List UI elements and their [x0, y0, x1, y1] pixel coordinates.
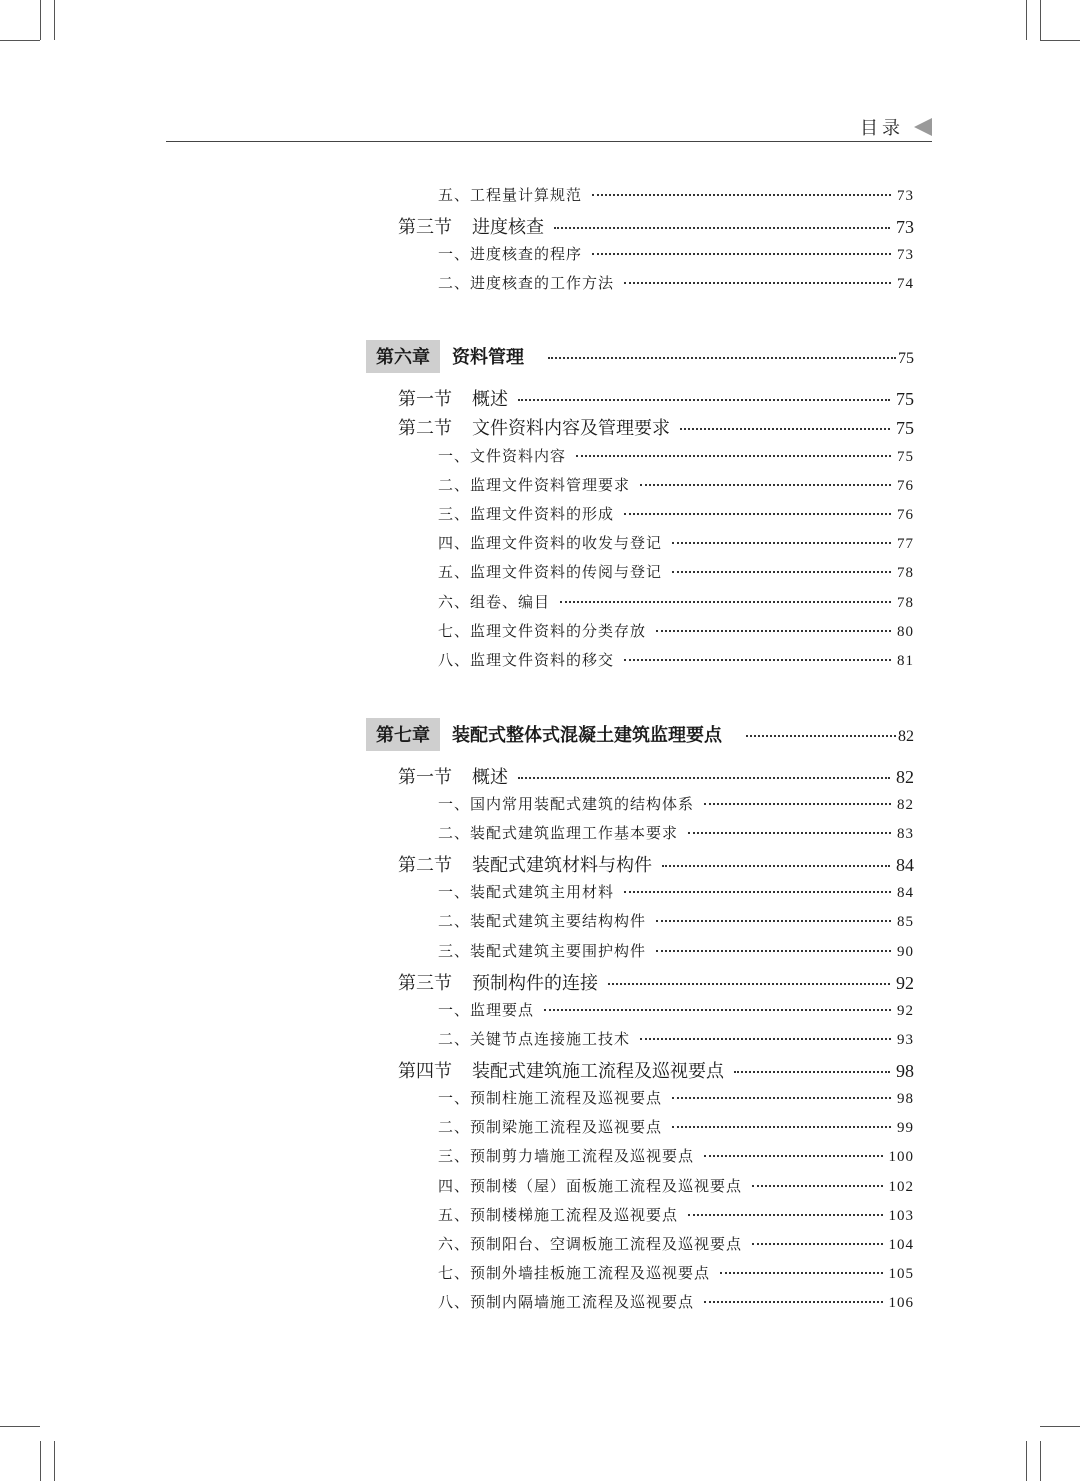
dot-leader	[518, 399, 890, 401]
toc-entry-label: 一、进度核查的程序	[438, 245, 583, 263]
toc-item-entry	[438, 445, 914, 466]
toc-item-entry	[438, 591, 914, 612]
toc-item-entry	[438, 999, 914, 1020]
toc-chapter-entry	[366, 340, 914, 373]
toc-item-entry	[438, 243, 914, 264]
toc-page-number: 92	[897, 1003, 914, 1019]
toc-entry-label: 八、监理文件资料的移交	[438, 651, 615, 669]
toc-entry-label: 五、监理文件资料的传阅与登记	[438, 563, 663, 581]
toc-entry-label: 四、预制楼（屋）面板施工流程及巡视要点	[438, 1177, 743, 1195]
toc-page-number: 82	[898, 728, 914, 745]
dot-leader	[640, 1038, 891, 1040]
toc-item-entry	[438, 1087, 914, 1108]
toc-page-number: 81	[897, 653, 914, 669]
toc-page-number: 90	[897, 944, 914, 960]
toc-entry-label: 三、预制剪力墙施工流程及巡视要点	[438, 1147, 695, 1165]
chapter-number: 第六章	[366, 340, 440, 373]
toc-chapter-entry	[366, 718, 914, 751]
dot-leader	[688, 832, 891, 834]
section-number: 第二节	[398, 418, 452, 439]
chapter-title: 资料管理	[452, 347, 524, 368]
toc-item-entry	[438, 1116, 914, 1137]
toc-entry-label: 二、装配式建筑主要结构构件	[438, 912, 647, 930]
dot-leader	[688, 1214, 882, 1216]
toc-page-number: 100	[888, 1149, 914, 1165]
toc-page-number: 84	[897, 885, 914, 901]
dot-leader	[734, 1071, 890, 1073]
dot-leader	[624, 891, 891, 893]
toc-entry-label: 三、装配式建筑主要围护构件	[438, 942, 647, 960]
section-title: 预制构件的连接	[472, 973, 598, 994]
toc-page-number: 84	[896, 855, 914, 875]
toc-entry-label: 六、预制阳台、空调板施工流程及巡视要点	[438, 1235, 743, 1253]
section-number: 第四节	[398, 1061, 452, 1082]
running-header-title: 目录	[860, 118, 904, 139]
toc-item-entry	[438, 1204, 914, 1225]
toc-page-number: 93	[897, 1032, 914, 1048]
toc-page-number: 103	[888, 1208, 914, 1224]
toc-page-number: 76	[897, 478, 914, 494]
dot-leader	[656, 630, 891, 632]
toc-page-number: 98	[897, 1091, 914, 1107]
dot-leader	[746, 735, 896, 737]
dot-leader	[662, 865, 890, 867]
dot-leader	[720, 1272, 882, 1274]
toc-entry-label: 五、工程量计算规范	[438, 186, 583, 204]
toc-page-number: 105	[888, 1266, 914, 1282]
toc-entry-label: 二、进度核查的工作方法	[438, 274, 615, 292]
toc-section-entry	[398, 385, 914, 411]
section-number: 第一节	[398, 767, 452, 788]
dot-leader	[656, 950, 891, 952]
toc-item-entry	[438, 940, 914, 961]
dot-leader	[656, 920, 891, 922]
toc-item-entry	[438, 1233, 914, 1254]
toc-section-entry	[398, 414, 914, 440]
toc-entry-label	[398, 969, 598, 995]
toc-page-number: 74	[897, 276, 914, 292]
toc-entry-label	[398, 385, 508, 411]
toc-entry-label: 二、预制梁施工流程及巡视要点	[438, 1118, 663, 1136]
toc-entry-label: 七、监理文件资料的分类存放	[438, 622, 647, 640]
toc-entry-label: 八、预制内隔墙施工流程及巡视要点	[438, 1293, 695, 1311]
dot-leader	[624, 513, 891, 515]
toc-entry-label: 一、文件资料内容	[438, 447, 567, 465]
toc-item-entry	[438, 881, 914, 902]
toc-page-number: 102	[888, 1179, 914, 1195]
dot-leader	[576, 455, 891, 457]
toc-section-entry	[398, 213, 914, 239]
toc-page-number: 106	[888, 1295, 914, 1311]
toc-page-number: 82	[896, 767, 914, 787]
toc-entry-label: 二、关键节点连接施工技术	[438, 1030, 631, 1048]
dot-leader	[624, 659, 891, 661]
toc-item-entry	[438, 1028, 914, 1049]
toc-page-number: 83	[897, 826, 914, 842]
toc-item-entry	[438, 474, 914, 495]
toc-entry-label: 二、监理文件资料管理要求	[438, 476, 631, 494]
dot-leader	[560, 601, 891, 603]
toc-page-number: 77	[897, 536, 914, 552]
toc-entry-label: 六、组卷、编目	[438, 593, 551, 611]
toc-item-entry	[438, 910, 914, 931]
dot-leader	[608, 983, 890, 985]
toc-item-entry	[438, 561, 914, 582]
toc-page-number: 73	[897, 188, 914, 204]
dot-leader	[672, 571, 891, 573]
section-number: 第二节	[398, 855, 452, 876]
dot-leader	[672, 1097, 891, 1099]
toc-entry-label	[398, 1057, 724, 1083]
toc-page-number: 73	[897, 247, 914, 263]
toc-item-entry	[438, 1262, 914, 1283]
toc-item-entry	[438, 822, 914, 843]
toc-item-entry	[438, 1291, 914, 1312]
chapter-title: 装配式整体式混凝土建筑监理要点	[452, 725, 722, 746]
dot-leader	[680, 428, 890, 430]
dot-leader	[704, 1155, 882, 1157]
section-number: 第三节	[398, 217, 452, 238]
toc-item-entry	[438, 649, 914, 670]
dot-leader	[554, 227, 890, 229]
dot-leader	[704, 1301, 882, 1303]
dot-leader	[672, 542, 891, 544]
toc-entry-label: 一、装配式建筑主用材料	[438, 883, 615, 901]
toc-entry-label	[398, 851, 652, 877]
toc-page-number: 75	[898, 350, 914, 367]
dot-leader	[752, 1185, 882, 1187]
dot-leader	[592, 253, 891, 255]
toc-entry-label: 一、监理要点	[438, 1001, 535, 1019]
toc-page-number: 75	[896, 389, 914, 409]
toc-item-entry	[438, 532, 914, 553]
toc-section-entry	[398, 763, 914, 789]
toc-page-number: 73	[896, 217, 914, 237]
toc-page-number: 104	[888, 1237, 914, 1253]
toc-page-number: 75	[897, 449, 914, 465]
toc-page-number: 92	[896, 973, 914, 993]
section-title: 概述	[472, 389, 508, 410]
toc-entry-label: 二、装配式建筑监理工作基本要求	[438, 824, 679, 842]
toc-entry-label: 四、监理文件资料的收发与登记	[438, 534, 663, 552]
toc-section-entry	[398, 969, 914, 995]
chapter-number: 第七章	[366, 718, 440, 751]
toc-item-entry	[438, 503, 914, 524]
toc-page-number: 80	[897, 624, 914, 640]
toc-item-entry	[438, 1175, 914, 1196]
section-title: 装配式建筑施工流程及巡视要点	[472, 1061, 724, 1082]
toc-page-number: 99	[897, 1120, 914, 1136]
section-title: 进度核查	[472, 217, 544, 238]
dot-leader	[752, 1243, 882, 1245]
section-title: 文件资料内容及管理要求	[472, 418, 670, 439]
dot-leader	[592, 194, 891, 196]
toc-item-entry	[438, 184, 914, 205]
toc-entry-label: 三、监理文件资料的形成	[438, 505, 615, 523]
toc-entry-label	[398, 414, 670, 440]
dot-leader	[544, 1009, 891, 1011]
toc-page-number: 76	[897, 507, 914, 523]
toc-section-entry	[398, 1057, 914, 1083]
dot-leader	[640, 484, 891, 486]
section-number: 第一节	[398, 389, 452, 410]
section-number: 第三节	[398, 973, 452, 994]
toc-entry-label: 一、国内常用装配式建筑的结构体系	[438, 795, 695, 813]
toc-entry-label: 五、预制楼梯施工流程及巡视要点	[438, 1206, 679, 1224]
toc-page-number: 82	[897, 797, 914, 813]
dot-leader	[672, 1126, 891, 1128]
toc-entry-label	[398, 763, 508, 789]
toc-entry-label	[366, 340, 524, 373]
dot-leader	[704, 803, 891, 805]
section-title: 装配式建筑材料与构件	[472, 855, 652, 876]
toc-item-entry	[438, 272, 914, 293]
toc-entry-label: 七、预制外墙挂板施工流程及巡视要点	[438, 1264, 711, 1282]
toc-entry-label	[366, 718, 722, 751]
dot-leader	[624, 282, 891, 284]
toc-section-entry	[398, 851, 914, 877]
toc-page-number: 75	[896, 418, 914, 438]
toc-item-entry	[438, 793, 914, 814]
toc-item-entry	[438, 1145, 914, 1166]
dot-leader	[518, 777, 890, 779]
dot-leader	[548, 357, 896, 359]
toc-entry-label: 一、预制柱施工流程及巡视要点	[438, 1089, 663, 1107]
toc-entry-label	[398, 213, 544, 239]
toc-page-number: 78	[897, 595, 914, 611]
toc-item-entry	[438, 620, 914, 641]
toc-page-number: 78	[897, 565, 914, 581]
section-title: 概述	[472, 767, 508, 788]
toc-page-number: 85	[897, 914, 914, 930]
toc-page-number: 98	[896, 1061, 914, 1081]
